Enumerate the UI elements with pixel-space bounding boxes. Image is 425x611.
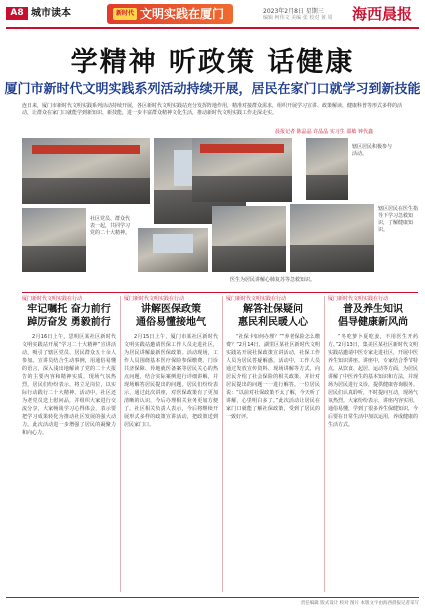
newspaper-masthead: 海西晨报 [352, 5, 413, 23]
banner-tag: 新时代 [113, 8, 137, 20]
article-4-kicker: 厦门新时代文明实践在行动 [328, 296, 389, 302]
article-2-kicker: 厦门新时代文明实践在行动 [124, 296, 185, 302]
article-1-body: 2月16日上午，思明区某社区新时代文明实践站开展“学习二十大精神”宣讲活动，吸引了辖区党员、居民群众五十余人参加。宣讲员结合生动事例，用通俗易懂的语言，深入浅出地解读了党的二十大报告的主要内容和精神实质。现场气氛热烈，居民们纷纷表示，将立足岗位，以实际行动践行二十大精神。活动中，社区还为老党员送上慰问品，并组织大家进行交流分享，大家畅谈学习心得体会，表示要把学习成果转化为推动社区发展的强大动力。此次活动进一步增强了居民的凝聚力和向心力。 [22, 334, 116, 436]
photo-caption-right2: 辖区居民在医生指导下学习急救知识，了解健康知识。 [378, 206, 419, 233]
columns-top-rule [22, 292, 418, 293]
column-divider [324, 296, 325, 592]
article-1-title: 牢记嘱托 奋力前行 踔厉奋发 勇毅前行 [27, 304, 111, 328]
page-footer: 责任编辑 版式设计 校对 图片 本版文字由海西晨报记者采写 [300, 601, 419, 606]
editor-line: 编辑 柯伟文 美编 张 校对 黄 周 [263, 15, 333, 21]
lead-paragraph: 连日来，厦门市新时代文明实践系列活动持续开展，各区新时代文明实践站充分发挥阵地作用，精准对接群众需求，组织开展学习宣讲、政策解读、健康科普等形式多样的活动，让群众在家门口就能学到新知识、新技能，进一步丰富群众精神文化生活，推动新时代文明实践工作走深走实。 [22, 103, 403, 116]
photo-meeting [22, 208, 86, 272]
photo-audience [212, 206, 286, 272]
banner-text: 文明实践在厦门 [140, 7, 225, 21]
issue-date: 2023年2月8日 星期三 [263, 8, 324, 15]
header-rule [6, 27, 419, 29]
article-2-title: 讲解医保政策 通俗易懂接地气 [136, 304, 206, 328]
photo-caption-mid: 社区党员、群众代表一起，共同学习党的二十大精神。 [90, 216, 131, 236]
column-divider [120, 296, 121, 592]
section-title: 城市读本 [31, 8, 71, 19]
column-divider [222, 296, 223, 592]
photo-classroom [22, 138, 150, 204]
main-headline: 学精神 听政策 话健康 [70, 47, 355, 78]
article-3-body: “社保卡如何办理？”“养老保险怎么缴费？”2月14日，湖里区某社区新时代文明实践站开展社保政策宣讲活动，社保工作人员为居民答疑解惑。活动中，工作人员通过发放宣传资料、现场讲解等方式，向居民介绍了社会保险的相关政策，并针对居民提出的问题一一进行解答。一位居民说：“以前对社保政策不太了解，今天听了讲解，心里明白多了。”此次活动让居民在家门口就能了解社保政策，受到了居民的一致好评。 [226, 334, 320, 420]
article-3-kicker: 厦门新时代文明实践在行动 [226, 296, 287, 302]
photo-health-talk [192, 138, 292, 202]
article-1-kicker: 厦门新时代文明实践在行动 [22, 296, 83, 302]
photo-caption-bottom: 医生为居民讲解心肺复苏等急救知识。 [230, 277, 316, 283]
sub-headline: 厦门市新时代文明实践系列活动持续开展，居民在家门口就学习到新技能 [4, 82, 421, 97]
article-4-title: 普及养生知识 倡导健康新风尚 [338, 304, 408, 328]
page-number-badge: A8 [6, 7, 28, 20]
article-4-body: “冬吃萝卜夏吃姜，不用医生开药方。”2月13日，集美区某社区新时代文明实践站邀请中医专家走进社区，开展中医养生知识讲座。讲座中，专家结合季节特点，从饮食、起居、运动等方面，为居民讲解了中医养生的基本知识和方法，并现场为居民进行义诊，提供健康咨询服务。居民们认真聆听，不时提问互动，现场气氛热烈。大家纷纷表示，讲座内容实用，通俗易懂，学到了很多养生保健知识，今后要在日常生活中加以运用，养成健康的生活方式。 [328, 334, 418, 428]
photo-first-aid [290, 204, 374, 272]
photo-caption-right: 辖区居民积极参与活动。 [352, 144, 393, 157]
photo-residents [306, 138, 348, 200]
photo-presentation [138, 228, 208, 272]
article-3-title: 解答社保疑问 惠民利民暖人心 [238, 304, 308, 328]
byline: 晨报记者 陈晶晶 许晶晶 实习生 邵敏 钟代鑫 [275, 129, 373, 135]
footer-rule [6, 597, 419, 598]
article-2-body: 2月15日上午，厦门市某社区新时代文明实践站邀请医保工作人员走进社区，为居民讲解最新医保政策。活动现场，工作人员围绕基本医疗保险参保缴费、门诊共济保障、异地就医备案等居民关心的热点问题，结合实际案例进行详细讲解，并现场解答居民提出的问题。居民们纷纷表示，通过此次讲座，对医保政策有了更加清晰的认识，今后办理相关业务更加方便了。社区相关负责人表示，今后将继续开展形式多样的政策宣讲活动，把政策送到居民家门口。 [124, 334, 218, 428]
